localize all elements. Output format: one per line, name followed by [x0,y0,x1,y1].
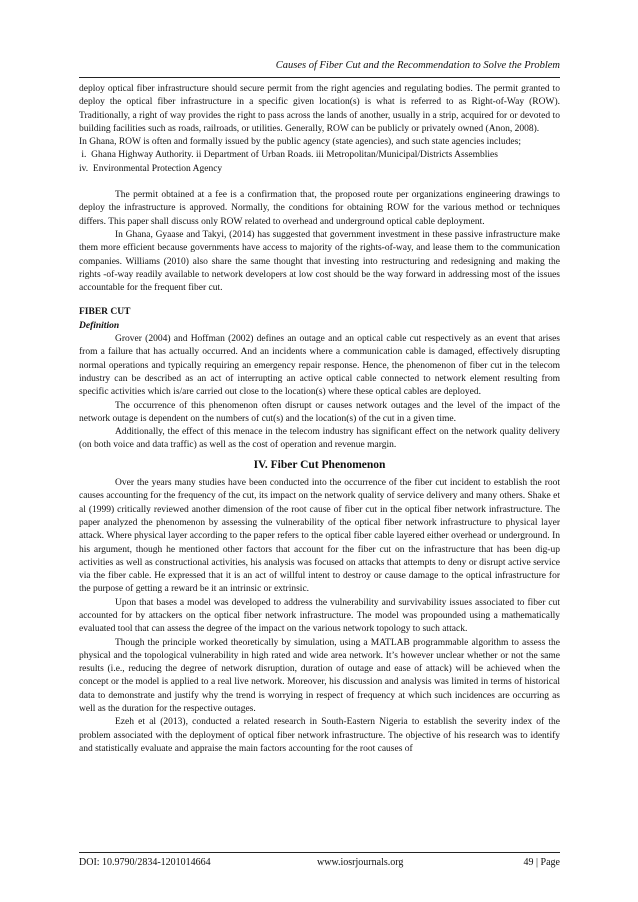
paragraph-phenomenon-3: Though the principle worked theoretically by simulation, using a MATLAB programmable algorithm to assess the physical and the topological vulnerability in high rated and wide area network. It’s however unclear whether or not the same results (i.e., reducing the degree of network disruption, duration of outage and ease of attack) will be achieved when the concept or the model is applied to a real live network. Moreover, his discussion and analysis was limited in terms of historical data to demonstrate and justify why the trend is worrying in respect of frequency at which such incidences are occurring as well as the duration for the respective outages. [79,637,560,715]
footer-doi: DOI: 10.9790/2834-1201014664 [79,857,211,868]
footer-rule [79,852,560,853]
running-header: Causes of Fiber Cut and the Recommendation to Solve the Problem [275,60,560,71]
agency-list-line-1: i. Ghana Highway Authority. ii Department of Urban Roads. iii Metropolitan/Municipal/Districts Assemblies [79,150,498,161]
paragraph-ghana-investment: In Ghana, Gyaase and Takyi, (2014) has suggested that government investment in these passive infrastructure make them more efficient because governments have access to majority of the rights-of-way, and lease them to the communication companies. Williams (2010) also share the same thought that investing into restructuring and redesigning and making the rights -of-way readily available to network developers at low cost should be the way forward in addressing most of the issues accountable for the frequent fiber cut. [79,229,560,294]
spacer [79,176,560,189]
paragraph-phenomenon-1: Over the years many studies have been conducted into the occurrence of the fiber cut incident to establish the root causes accounting for the frequency of the cut, its impact on the network quality of service delivery and many others. Shake et al (1999) critically reviewed another dimension of the root cause of fiber cut in the optical fiber network infrastructure. The paper analyzed the phenomenon by assessing the vulnerability of the optical fiber network infrastructure to physical layer attack. Where physical layer according to the paper refers to the optical fiber cable layered either overhead or underground. In his argument, though he mentioned other factors that account for the fiber cut on the infrastructure that has been dig-up activities as well as constructional activities, his analysis was focused on attacks that attempts to deny or disrupt active service via the fiber cable. He expressed that it is an act of willful intent to destroy or cause damage to the optical infrastructure for the purpose of getting a reward be it an intrinsic or extrinsic. [79,478,560,595]
paragraph-row-ghana: In Ghana, ROW is often and formally issued by the public agency (state agencies), and such state agencies includes; [79,137,521,148]
paragraph-definition-2: The occurrence of this phenomenon often disrupt or causes network outages and the level of the impact of the network outage is dependent on the numbers of cut(s) and the location(s) of the cut in a given time. [79,400,560,424]
header-rule [79,77,560,78]
paragraph-phenomenon-4: Ezeh et al (2013), conducted a related research in South-Eastern Nigeria to establish the severity index of the problem associated with the deployment of optical fiber network infrastructure. The objective of his research was to identify and statistically evaluate and appraise the main factors accounting for the root causes of [79,717,560,754]
section-heading-fiber-cut: FIBER CUT [79,307,131,318]
paragraph-definition-1: Grover (2004) and Hoffman (2002) defines an outage and an optical cable cut respectively as an event that arises from a failure that has actually occurred. And an incidents where a communication cable is damaged, effectively disrupting normal operations and typically requiring an emergency repair response. Hence, the phenomenon of fiber cut in the telecom industry can be described as an act of interrupting an active optical cable connected to network element resulting from specific activities which is/are carried out close to the location(s) where these optical cables are deployed. [79,334,560,398]
paragraph-phenomenon-2: Upon that bases a model was developed to address the vulnerability and survivability issues associated to fiber cut accounted for by attackers on the optical fiber network infrastructure. The model was propounded using a mathematically evaluated tool that can assess the degree of the impact on the various network topology to such attack. [79,597,560,635]
footer-website: www.iosrjournals.org [317,857,404,868]
footer-page-number: 49 | Page [523,857,560,868]
paragraph-definition-3: Additionally, the effect of this menace in the telecom industry has significant effect on the network quality delivery (on both voice and data traffic) as well as the cost of operation and revenue margin. [79,427,560,451]
paragraph-row-permit: deploy optical fiber infrastructure should secure permit from the right agencies and regulating bodies. The permit granted to deploy the optical fiber infrastructure in a specific given location(s) is what is referred to as Right-of-Way (ROW). Traditionally, a right of way provides the right to pass across the lands of another, usually in a strip, acquired for or devoted to building facilities such as roads, railroads, or utilities. Generally, ROW can be publicly or privately owned (Anon, 2008). [79,84,560,134]
paragraph-permit-fee: The permit obtained at a fee is a confirmation that, the proposed route per organizations engineering drawings to deploy the infrastructure is approved. Normally, the conditions for obtaining ROW for the various method or techniques differs. This paper shall discuss only ROW related to overhead and underground optical cable deployment. [79,190,560,227]
agency-list-line-2: iv. Environmental Protection Agency [79,163,223,174]
body-text [79,83,560,756]
subheading-definition: Definition [79,320,120,331]
chapter-heading-iv: IV. Fiber Cut Phenomenon [253,458,386,471]
